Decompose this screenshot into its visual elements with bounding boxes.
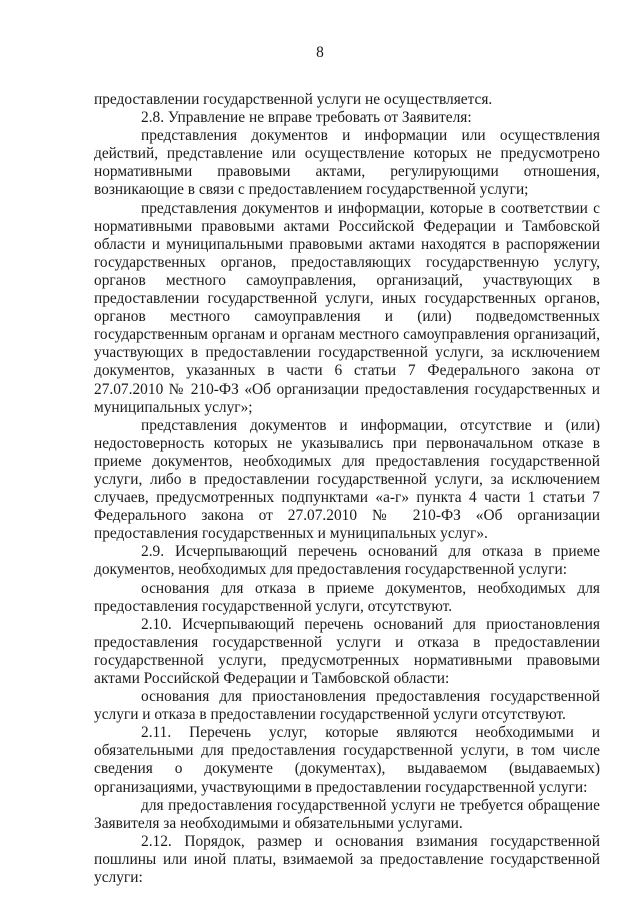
paragraph-2-8-heading: 2.8. Управление не вправе требовать от Заявителя: <box>141 109 472 127</box>
paragraph-continuation: предоставлении государственной услуги не осуществляется. <box>94 91 493 108</box>
paragraph-2-8-item-3: представления документов и информации, отсутствие и (или) недостоверность которых не указывались при первоначальном отказе в приеме документов, необходимых для предоставления государственной услуги, либо в предоставлении государственной услуги, за исключением случаев, предусмотренных подпунктами «а-г» пункта 4 части 1 статьи 7 Федерального закона от 27.07.2010 № 210-ФЗ «Об организации предоставления государственных и муниципальных услуг». <box>94 416 600 543</box>
page-number: 8 <box>316 44 324 61</box>
paragraph-2-11-heading: 2.11. Перечень услуг, которые являются необходимыми и обязательными для предоставления государственной услуги, в том числе сведения о документе (документах), выдаваемом (выдаваемых) организациями, участвующими в предоставлении государственной услуги: <box>94 724 600 796</box>
paragraph-2-11-body: для предоставления государственной услуги не требуется обращение Заявителя за необходимыми и обязательными услугами. <box>94 796 600 832</box>
paragraph-2-9-body: основания для отказа в приеме документов, необходимых для предоставления государственной услуги, отсутствуют. <box>94 579 600 615</box>
paragraph-2-12-heading: 2.12. Порядок, размер и основания взимания государственной пошлины или иной платы, взимаемой за предоставление государственной услуги: <box>94 832 600 887</box>
paragraph-2-8-item-2: представления документов и информации, которые в соответствии с нормативными правовыми актами Российской Федерации и Тамбовской области и муниципальными правовыми актами находятся в распоряжении государственных органов, предоставляющих государственную услугу, органов местного самоуправления, организаций, участвующих в предоставлении государственной услуги, иных государственных органов, органов местного самоуправления и (или) подведомственных государственным органам и органам местного самоуправления организаций, участвующих в предоставлении государственной услуги, за исключением документов, указанных в части 6 статьи 7 Федерального закона от 27.07.2010 № 210-ФЗ «Об организации предоставления государственных и муниципальных услуг»; <box>94 199 600 416</box>
paragraph-2-10-heading: 2.10. Исчерпывающий перечень оснований для приостановления предоставления государственной услуги и отказа в предоставлении государственной услуги, предусмотренных нормативными правовыми актами Российской Федерации и Тамбовской области: <box>94 615 600 687</box>
paragraph-2-8-item-1: представления документов и информации или осуществления действий, представление или осуществление которых не предусмотрено нормативными правовыми актами, регулирующими отношения, возникающие в связи с предоставлением государственной услуги; <box>94 127 600 199</box>
paragraph-2-10-body: основания для приостановления предоставления государственной услуги и отказа в предоставлении государственной услуги отсутствуют. <box>94 688 600 724</box>
document-body <box>94 91 600 887</box>
paragraph-2-9-heading: 2.9. Исчерпывающий перечень оснований для отказа в приеме документов, необходимых для предоставления государственной услуги: <box>94 543 600 579</box>
